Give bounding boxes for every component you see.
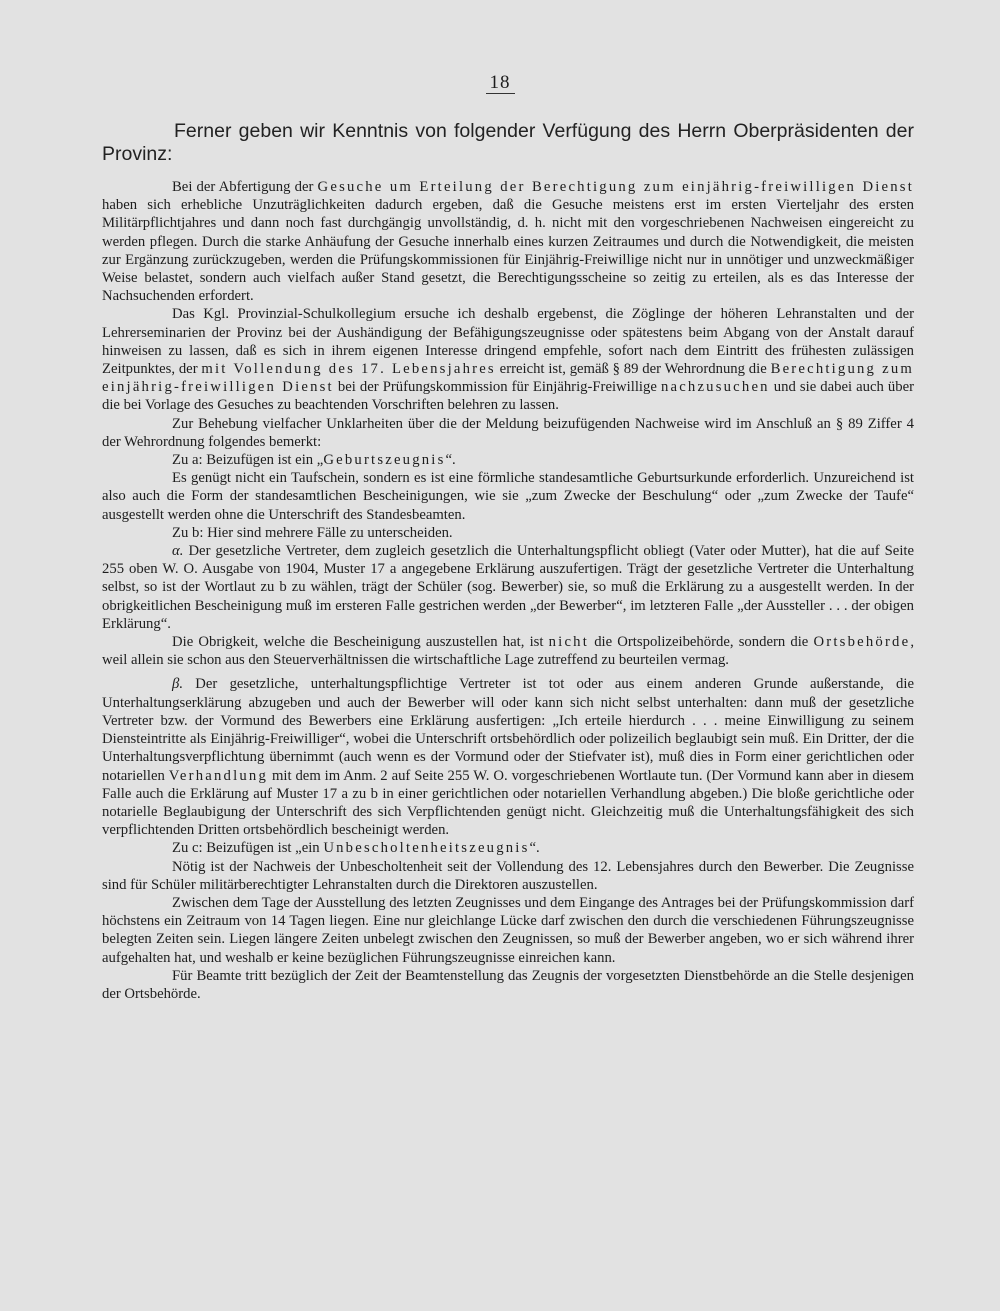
paragraph-zu-a: Zu a: Beizufügen ist ein „Geburtszeugnis“.	[172, 452, 456, 469]
paragraph-12: Zwischen dem Tage der Ausstellung des letzten Zeugnisses und dem Eingange des Antrages bei der Prüfungskommission darf höchstens ein Zeitraum von 14 Tagen liegen. Eine nur gleichlange Lücke darf zwischen den durch die verschiedenen Führungszeugnisse belegten Zeiten sein. Liegen längere Zeiten unbelegt zwischen den Zeugnissen, so muß der Bewerber angeben, wo er sich während ihrer aufgehalten hat, und weshalb er keine bezüglichen Führungszeugnisse einreichen kann.	[102, 894, 914, 966]
beta-marker: β.	[172, 676, 183, 693]
spaced-emphasis: mit Vollendung des 17. Lebensjahres	[201, 361, 496, 378]
paragraph-zu-b: Zu b: Hier sind mehrere Fälle zu unterscheiden.	[172, 524, 453, 541]
intro-paragraph: Ferner geben wir Kenntnis von folgender Verfügung des Herrn Oberpräsidenten der Provinz:	[102, 120, 914, 165]
spaced-emphasis: Berechtigung zum einjährig-freiwilligen Dienst	[102, 361, 915, 396]
paragraph-1: Bei der Abfertigung der Gesuche um Erteilung der Berechtigung zum einjährig-freiwilligen Dienst haben sich erhebliche Unzuträglichkeiten dadurch ergeben, daß die Gesuche meistens erst im ersten Vierteljahr des ersten Militärpflichtjahres und dann noch fast durchgängig unvollständig, d. h. nicht mit den vorgeschriebenen Nachweisen eingereicht zu werden pflegen. Durch die starke Anhäufung der Gesuche innerhalb eines kurzen Zeitraumes und durch die Notwendigkeit, die meisten zur Ergänzung zurückzugeben, werden die Prüfungskommissionen für Einjährig-Freiwillige nicht nur in unnötiger und unzweckmäßiger Weise belastet, sondern auch vielfach außer Stand gesetzt, die Berechtigungsscheine so zeitig zu erteilen, als es das Interesse der Nachsuchenden erfordert.	[102, 179, 914, 305]
paragraph-3: Zur Behebung vielfacher Unklarheiten über die der Meldung beizufügenden Nachweise wird im Anschluß an § 89 Ziffer 4 der Wehrordnung folgendes bemerkt:	[102, 415, 914, 450]
spaced-emphasis: Verhandlung	[168, 767, 268, 784]
paragraph-13: Für Beamte tritt bezüglich der Zeit der Beamtenstellung das Zeugnis der vorgesetzten Dienstbehörde an die Stelle desjenigen der Ortsbehörde.	[102, 967, 914, 1002]
spaced-emphasis: nicht	[548, 634, 590, 651]
paragraph-5: Es genügt nicht ein Taufschein, sondern es ist eine förmliche standesamtliche Geburtsurkunde erforderlich. Unzureichend ist also auch die Form der standesamtlichen Bescheinigungen, wie sie „zum Zwecke der Beschulung“ oder „zum Zwecke der Taufe“ ausgestellt werden ohne die Unterschrift des Standesbeamten.	[102, 470, 914, 523]
spaced-emphasis: Geburtszeugnis	[323, 452, 446, 469]
paragraph-beta: β. Der gesetzliche, unterhaltungspflichtige Vertreter ist tot oder aus einem anderen Grunde außerstande, die Unterhaltungserklärung abzugeben und auch der Bewerber will oder kann sich nicht selbst unterhalten: dann muß der gesetzliche Vertreter bzw. der Vormund des Bewerbers eine Erklärung ausfertigen: „Ich erteile hierdurch . . . meine Einwilligung zu seinem Diensteintritte als Einjährig-Freiwilliger“, wobei die Unterschrift ortsbehördlich oder polizeilich beglaubigt sein muß. Ein Dritter, der die Unterhaltungsverpflichtung übernimmt (auch wenn es der Vormund oder der Stiefvater ist), muß dies in Form einer gerichtlichen oder notariellen Verhandlung mit dem im Anm. 2 auf Seite 255 W. O. vorgeschriebenen Wortlaute tun. (Der Vormund kann aber in diesem Falle auch die Erklärung auf Muster 17 a zu b in einer gerichtlichen oder notariellen Verhandlung abgeben.) Die bloße gerichtliche oder notarielle Beglaubigung der Unterschrift des sich Verpflichtenden genügt nicht. Gleichzeitig muß die Unterhaltungsfähigkeit des sich verpflichtenden Dritten ortsbehördlich bescheinigt werden.	[102, 676, 915, 839]
paragraph-zu-c: Zu c: Beizufügen ist „ein Unbescholtenheitszeugnis“.	[172, 840, 540, 857]
paragraph-alpha: α. Der gesetzliche Vertreter, dem zugleich gesetzlich die Unterhaltungspflicht obliegt (Vater oder Mutter), hat die auf Seite 255 oben W. O. Ausgabe von 1904, Muster 17 a angegebene Erklärung auszufertigen. Trägt der gesetzliche Vertreter die Unterhaltung selbst, so ist der Wortlaut zu b zu wählen, trägt der Schüler (sog. Bewerber) sie, so muß die Erklärung zu a ausgestellt werden. In der obrigkeitlichen Bescheinigung muß im ersteren Falle gestrichen werden „der Bewerber“, im letzteren Falle „der Aussteller . . . der obigen Erklärung“.	[102, 543, 915, 632]
paragraph-11: Nötig ist der Nachweis der Unbescholtenheit seit der Vollendung des 12. Lebensjahres durch den Bewerber. Die Zeugnisse sind für Schüler militärberechtigter Lehranstalten durch die Direktoren auszustellen.	[102, 858, 914, 893]
spaced-emphasis: nachzusuchen	[660, 379, 770, 396]
spaced-emphasis: Unbescholtenheitszeugnis	[323, 840, 530, 857]
alpha-marker: α.	[172, 543, 184, 560]
page-body	[102, 120, 914, 1003]
spaced-emphasis: Ortsbehörde	[813, 634, 911, 651]
spaced-emphasis: Gesuche um Erteilung der Berechtigung zum einjährig-freiwilligen Dienst	[317, 179, 914, 195]
paragraph-2: Das Kgl. Provinzial-Schulkollegium ersuche ich deshalb ergebenst, die Zöglinge der höheren Lehranstalten und der Lehrerseminarien der Provinz bei der Aushändigung der Befähigungszeugnisse oder spätestens beim Abgang von der Anstalt darauf hinweisen zu lassen, daß es sich in ihrem eigenen Interesse dringend empfehle, sofort nach dem Eintritt des frühesten zulässigen Zeitpunktes, der mit Vollendung des 17. Lebensjahres erreicht ist, gemäß § 89 der Wehrordnung die Berechtigung zum einjährig-freiwilligen Dienst bei der Prüfungskommission für Einjährig-Freiwillige nachzusuchen und sie dabei auch über die bei Vorlage des Gesuches zu beachtenden Vorschriften belehren zu lassen.	[102, 306, 915, 414]
page-number: 18	[0, 72, 1000, 94]
paragraph-obrigkeit: Die Obrigkeit, welche die Bescheinigung auszustellen hat, ist nicht die Ortspolizeibehörde, sondern die Ortsbehörde, weil allein sie schon aus den Steuerverhältnissen die wirtschaftliche Lage zutreffend zu beurteilen vermag.	[102, 634, 914, 669]
